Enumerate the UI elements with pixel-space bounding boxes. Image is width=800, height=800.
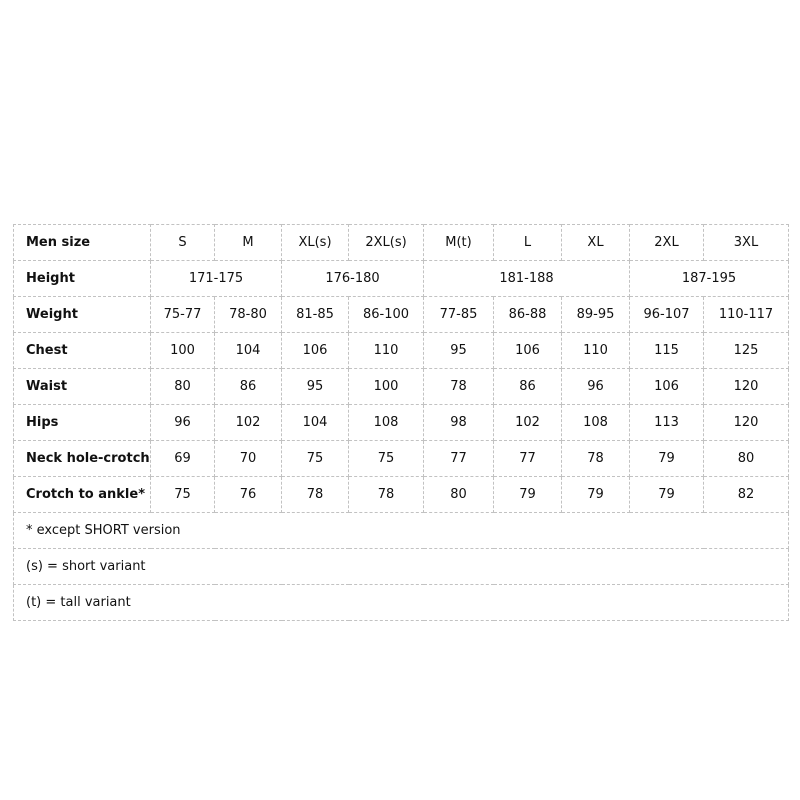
footnote-cell: (t) = tall variant (14, 585, 789, 621)
table-cell: 108 (562, 405, 630, 441)
table-cell: 86 (215, 369, 282, 405)
table-cell: 75 (151, 477, 215, 513)
table-cell: 110 (562, 333, 630, 369)
table-cell: 176-180 (282, 261, 424, 297)
table-cell: 125 (704, 333, 789, 369)
column-header-cell: 2XL (630, 225, 704, 261)
table-cell: 79 (630, 441, 704, 477)
column-header-cell: M (215, 225, 282, 261)
table-cell: 181-188 (424, 261, 630, 297)
table-cell: 104 (215, 333, 282, 369)
row-header-cell: Men size (14, 225, 151, 261)
table-cell: 86-88 (494, 297, 562, 333)
row-header-cell: Chest (14, 333, 151, 369)
column-header-cell: S (151, 225, 215, 261)
table-cell: 80 (151, 369, 215, 405)
table-cell: 171-175 (151, 261, 282, 297)
footnote-row (14, 549, 789, 585)
table-cell: 82 (704, 477, 789, 513)
table-cell: 96-107 (630, 297, 704, 333)
table-cell: 120 (704, 369, 789, 405)
column-header-cell: L (494, 225, 562, 261)
table-cell: 77 (494, 441, 562, 477)
footnote-cell: * except SHORT version (14, 513, 789, 549)
row-header-cell: Crotch to ankle* (14, 477, 151, 513)
table-cell: 79 (562, 477, 630, 513)
row-header-cell: Height (14, 261, 151, 297)
table-cell: 110 (349, 333, 424, 369)
column-header-cell: XL (562, 225, 630, 261)
table-cell: 81-85 (282, 297, 349, 333)
table-row (14, 261, 789, 297)
table-cell: 80 (424, 477, 494, 513)
column-header-cell: M(t) (424, 225, 494, 261)
table-cell: 86-100 (349, 297, 424, 333)
row-header-cell: Waist (14, 369, 151, 405)
table-cell: 78 (282, 477, 349, 513)
footnote-cell: (s) = short variant (14, 549, 789, 585)
table-cell: 77-85 (424, 297, 494, 333)
table-cell: 96 (562, 369, 630, 405)
table-cell: 100 (151, 333, 215, 369)
table-row (14, 477, 789, 513)
column-header-cell: 2XL(s) (349, 225, 424, 261)
table-cell: 79 (494, 477, 562, 513)
row-header-cell: Neck hole-crotch (14, 441, 151, 477)
column-header-cell: XL(s) (282, 225, 349, 261)
table-cell: 80 (704, 441, 789, 477)
table-row (14, 333, 789, 369)
size-chart-body (14, 225, 789, 621)
size-chart-table (13, 224, 789, 621)
table-cell: 106 (282, 333, 349, 369)
table-cell: 76 (215, 477, 282, 513)
table-cell: 102 (494, 405, 562, 441)
table-row (14, 369, 789, 405)
table-row (14, 405, 789, 441)
footnote-row (14, 585, 789, 621)
table-cell: 108 (349, 405, 424, 441)
column-header-cell: 3XL (704, 225, 789, 261)
table-cell: 187-195 (630, 261, 789, 297)
table-cell: 75 (349, 441, 424, 477)
table-cell: 77 (424, 441, 494, 477)
table-cell: 115 (630, 333, 704, 369)
table-cell: 95 (424, 333, 494, 369)
table-cell: 104 (282, 405, 349, 441)
table-cell: 78 (562, 441, 630, 477)
table-row (14, 297, 789, 333)
table-cell: 106 (630, 369, 704, 405)
table-cell: 75-77 (151, 297, 215, 333)
table-cell: 78 (424, 369, 494, 405)
table-cell: 78-80 (215, 297, 282, 333)
table-cell: 89-95 (562, 297, 630, 333)
table-cell: 110-117 (704, 297, 789, 333)
table-cell: 69 (151, 441, 215, 477)
table-row (14, 441, 789, 477)
table-cell: 79 (630, 477, 704, 513)
table-cell: 70 (215, 441, 282, 477)
table-cell: 98 (424, 405, 494, 441)
table-cell: 102 (215, 405, 282, 441)
table-row-sizes (14, 225, 789, 261)
table-cell: 120 (704, 405, 789, 441)
table-cell: 113 (630, 405, 704, 441)
table-cell: 78 (349, 477, 424, 513)
table-cell: 95 (282, 369, 349, 405)
table-cell: 75 (282, 441, 349, 477)
table-cell: 86 (494, 369, 562, 405)
row-header-cell: Hips (14, 405, 151, 441)
row-header-cell: Weight (14, 297, 151, 333)
footnote-row (14, 513, 789, 549)
table-cell: 100 (349, 369, 424, 405)
table-cell: 96 (151, 405, 215, 441)
table-cell: 106 (494, 333, 562, 369)
